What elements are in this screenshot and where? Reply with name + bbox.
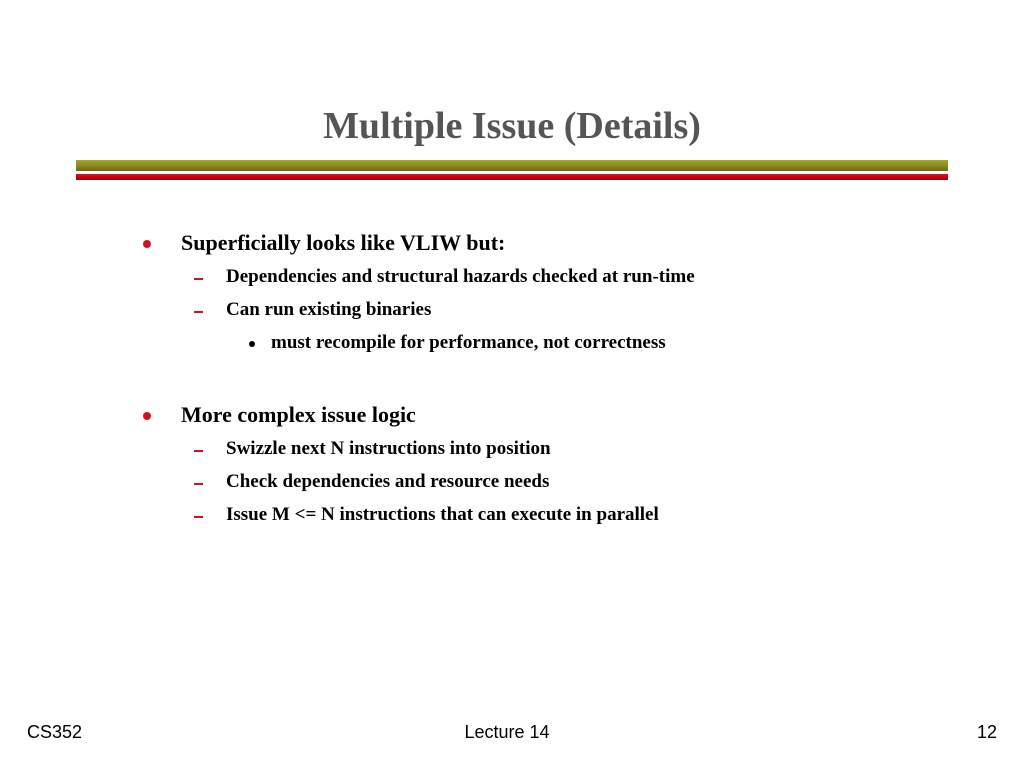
footer-page-number: 12 [976, 722, 997, 742]
bullet-2: More complex issue logic [181, 402, 416, 427]
footer-lecture: Lecture 14 [464, 722, 550, 742]
dash-icon [194, 516, 203, 518]
bullet-1-sub-2: Can run existing binaries [226, 299, 432, 320]
bullet-1-sub-2-sub-1: must recompile for performance, not correctness [271, 332, 666, 353]
dash-icon [194, 483, 203, 485]
bullet-2-sub-1: Swizzle next N instructions into position [226, 438, 551, 459]
small-dot-icon [249, 341, 255, 347]
dash-icon [194, 278, 203, 280]
bullet-2-sub-3: Issue M <= N instructions that can execute in parallel [226, 504, 659, 525]
bullet-dot-icon [143, 412, 151, 420]
dash-icon [194, 311, 203, 313]
dash-icon [194, 450, 203, 452]
bullet-2-sub-2: Check dependencies and resource needs [226, 471, 550, 492]
footer-course: CS352 [27, 722, 83, 742]
slide-title: Multiple Issue (Details) [323, 105, 701, 147]
bullet-dot-icon [143, 240, 151, 248]
bullet-1-sub-1: Dependencies and structural hazards checked at run-time [226, 266, 695, 287]
bullet-1: Superficially looks like VLIW but: [181, 230, 506, 255]
